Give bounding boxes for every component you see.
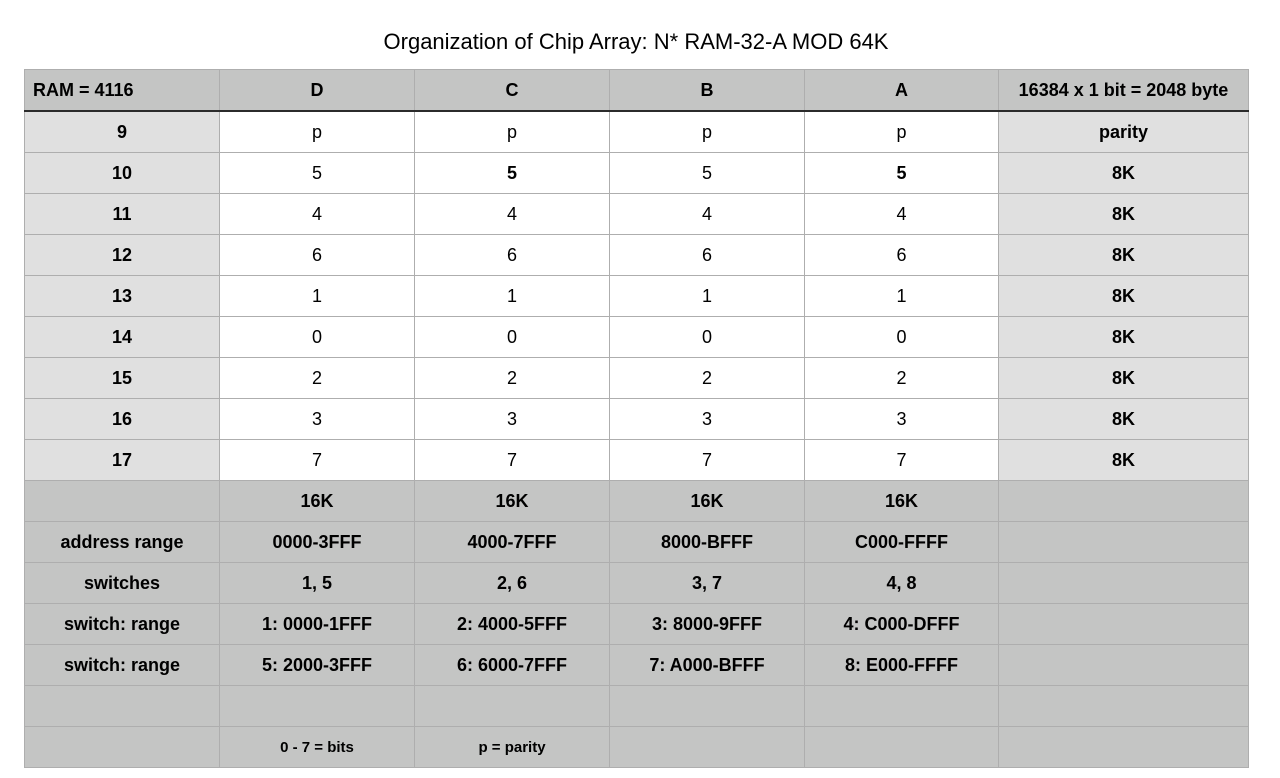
row-chip-number: 10	[25, 153, 220, 194]
bit-cell: 7	[415, 440, 610, 481]
table-row	[25, 358, 1249, 399]
row-chip-number: 14	[25, 317, 220, 358]
footer-cell: 7: A000-BFFF	[610, 645, 805, 686]
footer-cell	[610, 686, 805, 727]
footer-cell: 2, 6	[415, 563, 610, 604]
bit-cell: 1	[610, 276, 805, 317]
bit-cell: 2	[220, 358, 415, 399]
row-size: 8K	[999, 153, 1249, 194]
table-row	[25, 440, 1249, 481]
bit-cell: 3	[805, 399, 999, 440]
footer-row	[25, 727, 1249, 768]
footer-cell	[805, 727, 999, 768]
footer-label: switches	[25, 563, 220, 604]
footer-empty-cell	[999, 645, 1249, 686]
bit-cell: 0	[415, 317, 610, 358]
footer-empty-cell	[999, 522, 1249, 563]
header-row	[25, 70, 1249, 112]
row-size: 8K	[999, 276, 1249, 317]
chip-array-table	[24, 69, 1249, 768]
row-size: 8K	[999, 194, 1249, 235]
page-title: Organization of Chip Array: N* RAM-32-A MOD 64K	[383, 29, 889, 54]
footer-cell: 1, 5	[220, 563, 415, 604]
bit-cell: 5	[610, 153, 805, 194]
table-row	[25, 153, 1249, 194]
table-row	[25, 276, 1249, 317]
table-row	[25, 194, 1249, 235]
bit-cell: 7	[610, 440, 805, 481]
bit-cell: 7	[220, 440, 415, 481]
footer-row	[25, 563, 1249, 604]
footer-cell: C000-FFFF	[805, 522, 999, 563]
row-size: 8K	[999, 358, 1249, 399]
footer-cell: 3, 7	[610, 563, 805, 604]
row-chip-number: 15	[25, 358, 220, 399]
footer-cell: 0000-3FFF	[220, 522, 415, 563]
row-chip-number: 12	[25, 235, 220, 276]
footer-empty-cell	[999, 563, 1249, 604]
footer-cell: 1: 0000-1FFF	[220, 604, 415, 645]
footer-empty-cell	[999, 727, 1249, 768]
bit-cell: 1	[805, 276, 999, 317]
bit-cell: 0	[805, 317, 999, 358]
footer-row	[25, 645, 1249, 686]
bit-cell: 3	[610, 399, 805, 440]
bit-cell: 4	[220, 194, 415, 235]
bit-cell: 2	[610, 358, 805, 399]
bit-cell: 4	[805, 194, 999, 235]
row-size: 8K	[999, 317, 1249, 358]
row-chip-number: 13	[25, 276, 220, 317]
footer-empty-cell	[999, 604, 1249, 645]
table-row	[25, 399, 1249, 440]
table-body	[25, 70, 1249, 768]
row-size: 8K	[999, 440, 1249, 481]
bit-cell: 2	[805, 358, 999, 399]
footer-label: switch: range	[25, 645, 220, 686]
footer-label: switch: range	[25, 604, 220, 645]
bit-cell: 6	[220, 235, 415, 276]
bit-cell: p	[220, 111, 415, 153]
footer-label: address range	[25, 522, 220, 563]
bit-cell: 5	[805, 153, 999, 194]
row-size: 8K	[999, 399, 1249, 440]
header-corner: RAM = 4116	[25, 70, 220, 112]
row-chip-number: 11	[25, 194, 220, 235]
footer-cell: 16K	[220, 481, 415, 522]
header-bank-c: C	[415, 70, 610, 112]
row-size: parity	[999, 111, 1249, 153]
bit-cell: 6	[415, 235, 610, 276]
footer-cell: 8: E000-FFFF	[805, 645, 999, 686]
table-row	[25, 235, 1249, 276]
header-capacity: 16384 x 1 bit = 2048 byte	[999, 70, 1249, 112]
footer-empty-cell	[999, 481, 1249, 522]
header-bank-a: A	[805, 70, 999, 112]
footer-cell: 8000-BFFF	[610, 522, 805, 563]
footer-label	[25, 686, 220, 727]
footer-cell	[805, 686, 999, 727]
footer-cell: 4000-7FFF	[415, 522, 610, 563]
bit-cell: 1	[415, 276, 610, 317]
footer-cell: 4: C000-DFFF	[805, 604, 999, 645]
footer-row	[25, 686, 1249, 727]
bit-cell: 5	[415, 153, 610, 194]
bit-cell: 3	[220, 399, 415, 440]
bit-cell: 4	[610, 194, 805, 235]
row-chip-number: 16	[25, 399, 220, 440]
footer-row	[25, 481, 1249, 522]
footer-cell: 2: 4000-5FFF	[415, 604, 610, 645]
footer-cell	[415, 686, 610, 727]
bit-cell: 4	[415, 194, 610, 235]
row-size: 8K	[999, 235, 1249, 276]
footer-cell: 16K	[610, 481, 805, 522]
footer-empty-cell	[999, 686, 1249, 727]
footer-label	[25, 481, 220, 522]
bit-cell: 6	[610, 235, 805, 276]
row-chip-number: 17	[25, 440, 220, 481]
footer-label	[25, 727, 220, 768]
bit-cell: 1	[220, 276, 415, 317]
footer-cell: 16K	[805, 481, 999, 522]
bit-cell: 7	[805, 440, 999, 481]
table-row	[25, 317, 1249, 358]
header-bank-b: B	[610, 70, 805, 112]
footer-cell: 16K	[415, 481, 610, 522]
footer-row	[25, 604, 1249, 645]
bit-cell: 6	[805, 235, 999, 276]
footer-cell: 3: 8000-9FFF	[610, 604, 805, 645]
footer-cell	[610, 727, 805, 768]
bit-cell: 5	[220, 153, 415, 194]
table-row	[25, 111, 1249, 153]
bit-cell: 3	[415, 399, 610, 440]
footer-cell: 5: 2000-3FFF	[220, 645, 415, 686]
footer-cell: 4, 8	[805, 563, 999, 604]
bit-cell: 0	[220, 317, 415, 358]
bit-cell: p	[415, 111, 610, 153]
bit-cell: 0	[610, 317, 805, 358]
row-chip-number: 9	[25, 111, 220, 153]
bit-cell: 2	[415, 358, 610, 399]
footer-cell: p = parity	[415, 727, 610, 768]
bit-cell: p	[805, 111, 999, 153]
footer-row	[25, 522, 1249, 563]
bit-cell: p	[610, 111, 805, 153]
footer-cell: 0 - 7 = bits	[220, 727, 415, 768]
footer-cell	[220, 686, 415, 727]
footer-cell: 6: 6000-7FFF	[415, 645, 610, 686]
header-bank-d: D	[220, 70, 415, 112]
